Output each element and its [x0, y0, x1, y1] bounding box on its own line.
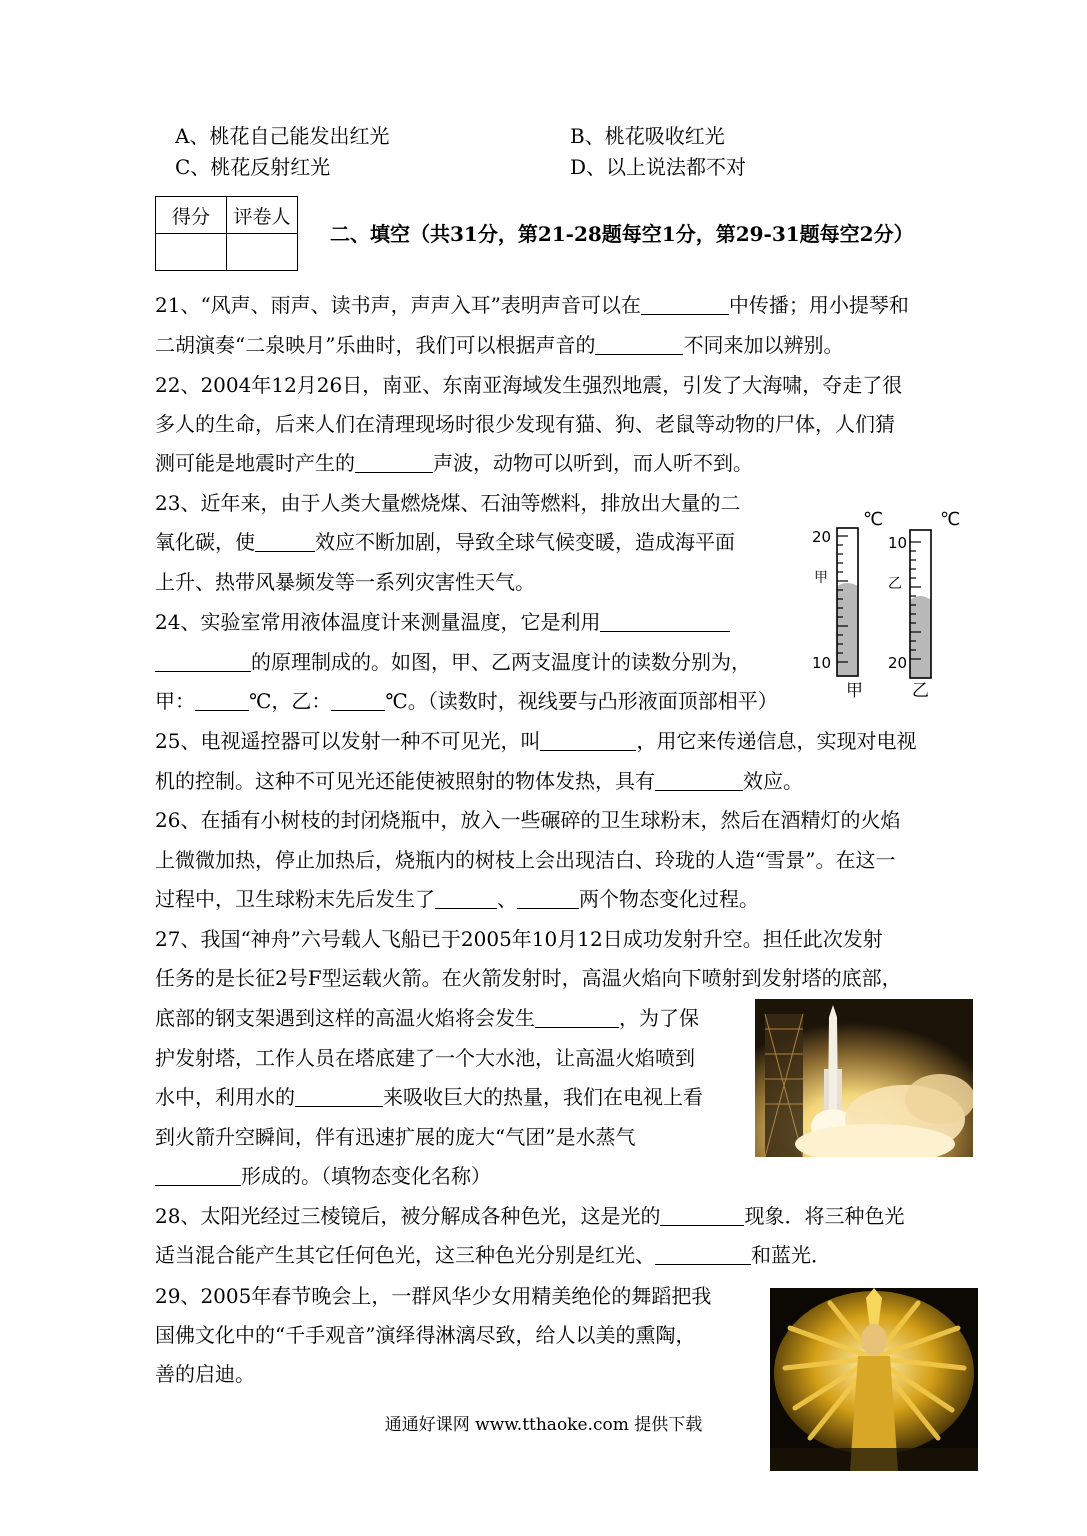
q27-line3: 底部的钢支架遇到这样的高温火焰将会发生 ，为了保	[155, 1006, 699, 1030]
jia-top-tick: 20	[812, 528, 832, 546]
page-footer: 通通好课网 www.tthaoke.com 提供下载	[384, 1415, 703, 1435]
grader-header: 评卷人	[227, 197, 298, 234]
q26-line2: 上微微加热，停止加热后，烧瓶内的树枝上会出现洁白、玲珑的人造“雪景”。在这一	[155, 848, 896, 872]
q25-line2: 机的控制。这种不可见光还能使被照射的物体发热，具有 效应。	[155, 769, 803, 793]
q23-line3: 上升、热带风暴频发等一系列灾害性天气。	[155, 570, 535, 594]
q29-line2: 国佛文化中的“千手观音”演绎得淋漓尽致，给人以美的熏陶，	[155, 1323, 696, 1347]
q27-line1: 27、我国“神舟”六号载人飞船已于2005年10月12日成功发射升空。担任此次发射	[155, 927, 883, 951]
option-a: A、桃花自己能发出红光	[175, 124, 390, 148]
q24-blank-2	[155, 651, 251, 672]
q25-blank-2	[655, 770, 743, 791]
q24-line1: 24、实验室常用液体温度计来测量温度，它是利用	[155, 610, 730, 634]
q27-blank-3	[155, 1165, 241, 1186]
option-b: B、桃花吸收红光	[570, 124, 725, 148]
q25-line1: 25、电视遥控器可以发射一种不可见光，叫 ，用它来传递信息，实现对电视	[155, 729, 917, 753]
q25-blank-1	[540, 730, 636, 751]
q26-blank-1	[435, 888, 497, 909]
score-header: 得分	[156, 197, 227, 234]
q21-line1: 21、“风声、雨声、读书声，声声入耳”表明声音可以在 中传播；用小提琴和	[155, 293, 909, 317]
q27-blank-2	[295, 1086, 383, 1107]
q24-blank-yi	[331, 690, 385, 711]
yi-bottom-tick: 20	[888, 654, 908, 672]
thermometer-jia	[812, 509, 883, 701]
q24-blank-jia	[195, 690, 249, 711]
jia-label: 甲	[846, 681, 863, 701]
option-d: D、以上说法都不对	[570, 155, 747, 179]
q23-blank	[255, 531, 315, 552]
q24-line3: 甲： ℃，乙： ℃。（读数时，视线要与凸形液面顶部相平）	[155, 689, 778, 713]
q27-line2: 任务的是长征2号F型运载火箭。在火箭发射时，高温火焰向下喷射到发射塔的底部，	[155, 966, 902, 990]
q21-line2: 二胡演奏“二泉映月”乐曲时，我们可以根据声音的 不同来加以辨别。	[155, 333, 844, 357]
q28-blank-1	[660, 1205, 744, 1226]
q27-line5: 水中，利用水的 来吸收巨大的热量，我们在电视上看	[155, 1085, 703, 1109]
q28-line2: 适当混合能产生其它任何色光，这三种色光分别是红光、 和蓝光．	[155, 1243, 831, 1267]
q22-line3: 测可能是地震时产生的 声波，动物可以听到，而人听不到。	[155, 451, 753, 475]
q21-blank-1	[641, 294, 729, 315]
yi-unit: ℃	[940, 509, 961, 530]
q27-line4: 护发射塔，工作人员在塔底建了一个大水池，让高温火焰喷到	[155, 1046, 695, 1070]
q21-blank-2	[595, 334, 683, 355]
q26-line3: 过程中，卫生球粉末先后发生了 、 两个物态变化过程。	[155, 887, 759, 911]
q29-line1: 29、2005年春节晚会上，一群风华少女用精美绝伦的舞蹈把我	[155, 1284, 712, 1308]
q27-line7: 形成的。（填物态变化名称）	[155, 1164, 491, 1188]
q22-line2: 多人的生命，后来人们在清理现场时很少发现有猫、狗、老鼠等动物的尸体，人们猜	[155, 412, 895, 436]
q22-line1: 22、2004年12月26日，南亚、东南亚海域发生强烈地震，引发了大海啸，夺走了很	[155, 373, 903, 397]
grader-cell	[227, 234, 298, 271]
jia-side-label: 甲	[814, 570, 828, 586]
section-title: 二、填空（共31分，第21-28题每空1分，第29-31题每空2分）	[330, 222, 914, 246]
thermometer-figure	[800, 500, 980, 705]
yi-label: 乙	[912, 681, 929, 701]
score-table	[155, 196, 298, 271]
yi-side-label: 乙	[888, 576, 902, 592]
yi-top-tick: 10	[888, 534, 908, 552]
thermometer-yi	[888, 509, 960, 701]
q26-blank-2	[517, 888, 579, 909]
jia-bottom-tick: 10	[812, 654, 832, 672]
q24-line2: 的原理制成的。如图，甲、乙两支温度计的读数分别为，	[155, 650, 751, 674]
q23-line1: 23、近年来，由于人类大量燃烧煤、石油等燃料，排放出大量的二	[155, 491, 741, 515]
option-c: C、桃花反射红光	[175, 155, 331, 179]
jia-unit: ℃	[863, 509, 884, 530]
q26-line1: 26、在插有小树枝的封闭烧瓶中，放入一些碾碎的卫生球粉末，然后在酒精灯的火焰	[155, 808, 901, 832]
score-cell	[156, 234, 227, 271]
guanyin-dance-photo	[770, 1288, 978, 1471]
q29-line3: 善的启迪。	[155, 1362, 255, 1386]
q27-line6: 到火箭升空瞬间，伴有迅速扩展的庞大“气团”是水蒸气	[155, 1125, 636, 1149]
q22-blank	[355, 452, 433, 473]
q27-blank-1	[535, 1007, 619, 1028]
q24-blank-1	[600, 611, 730, 632]
q28-blank-2	[655, 1244, 751, 1265]
rocket-launch-photo	[755, 999, 973, 1157]
q23-line2: 氧化碳，使 效应不断加剧，导致全球气候变暖，造成海平面	[155, 530, 735, 554]
yi-fluid	[910, 596, 931, 678]
q28-line1: 28、太阳光经过三棱镜后，被分解成各种色光，这是光的 现象．将三种色光	[155, 1204, 905, 1228]
